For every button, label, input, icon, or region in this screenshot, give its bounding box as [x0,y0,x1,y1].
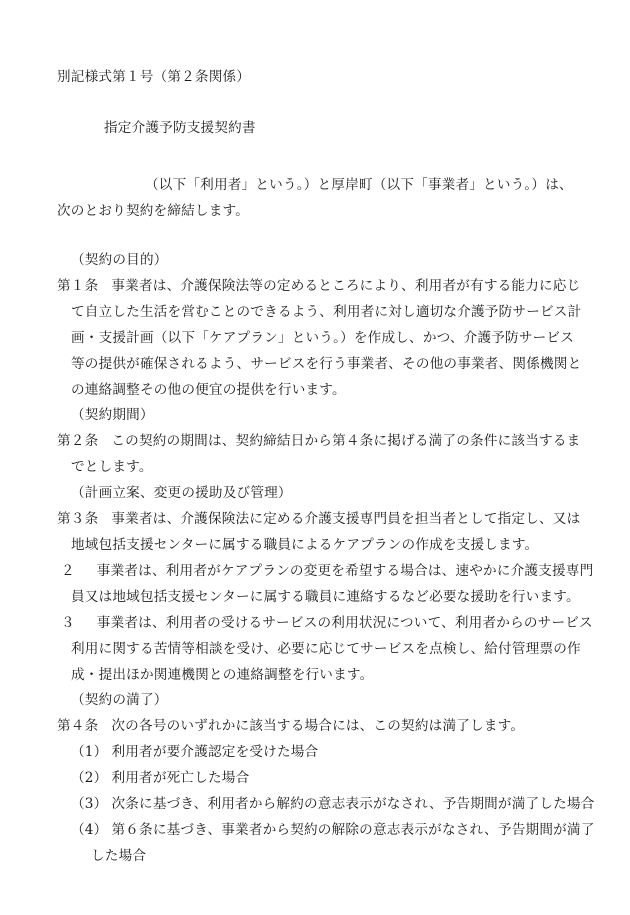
list-item-text: した場合 [91,848,147,864]
article-text: 事業者は、介護保険法に定める介護支援専門員を担当者として指定し、又は [111,511,581,527]
section-heading: （計画立案、変更の援助及び管理） [71,485,292,501]
preamble-line: 次のとおり契約を締結します。 [57,203,250,219]
paragraph-first-line [61,565,593,579]
list-item-text: 次条に基づき、利用者から解約の意志表示がなされ、予告期間が満了した場合 [111,796,595,812]
preamble-line: （以下「利用者」という。）と厚岸町（以下「事業者」という。）は、 [145,177,573,193]
article-first-line [57,720,524,734]
paragraph-text: 事業者は、利用者がケアプランの変更を希望する場合は、速やかに介護支援専門 [96,563,594,579]
section-heading: （契約の満了） [71,692,168,708]
article-text: 次の各号のいずれかに該当する場合には、この契約は満了します。 [111,718,525,734]
list-item-number: （2） [71,770,108,786]
list-item-text: 利用者が死亡した場合 [111,770,250,786]
list-item [71,772,249,786]
document-title: 指定介護予防支援契約書 [104,120,256,136]
paragraph-text: 員又は地域包括支援センターに属する職員に連絡するなど必要な援助を行います。 [71,589,580,605]
paragraph-number: ２ [61,563,75,579]
list-item-number: （1） [71,744,108,760]
list-item-text: 第６条に基づき、事業者から契約の解除の意志表示がなされ、予告期間が満了 [111,822,595,838]
article-text: 事業者は、介護保険法等の定めるところにより、利用者が有する能力に応じ [111,278,581,294]
article-number: 第２条 [57,433,99,449]
article-first-line [57,513,580,527]
article-text: て自立した生活を営むことのできるよう、利用者に対し適切な介護予防サービス計 [71,304,582,320]
section-heading: （契約の目的） [71,252,168,268]
article-number: 第３条 [57,511,99,527]
article-first-line [57,280,580,294]
list-item-number: （4） [71,822,108,838]
article-first-line [57,435,580,449]
article-text: 等の提供が確保されるよう、サービスを行う事業者、その他の事業者、関係機関と [71,356,582,372]
article-text: でとします。 [71,459,153,475]
list-item [71,746,318,760]
article-number: 第４条 [57,718,99,734]
list-item-text: 利用者が要介護認定を受けた場合 [111,744,319,760]
article-number: 第１条 [57,278,99,294]
paragraph-text: 事業者は、利用者の受けるサービスの利用状況について、利用者からのサービス [96,615,593,631]
section-heading: （契約期間） [71,407,154,423]
article-text: の連絡調整その他の便宜の提供を行います。 [71,382,346,398]
article-text: 地域包括支援センターに属する職員によるケアプランの作成を支援します。 [71,537,539,553]
list-item-number: （3） [71,796,108,812]
paragraph-text: 利用に関する苦情等相談を受け、必要に応じてサービスを点検し、給付管理票の作 [71,641,581,657]
list-item [71,798,595,812]
list-item [71,824,595,838]
article-text: この契約の期間は、契約締結日から第４条に掲げる満了の条件に該当するま [111,433,581,449]
paragraph-number: ３ [61,615,75,631]
paragraph-first-line [61,617,593,631]
form-label: 別記様式第１号（第２条関係） [57,69,251,85]
paragraph-text: 成・提出ほか関連機関との連絡調整を行います。 [71,667,374,683]
article-text: 画・支援計画（以下「ケアプラン」という。）を作成し、かつ、介護予防サービス [71,330,575,346]
